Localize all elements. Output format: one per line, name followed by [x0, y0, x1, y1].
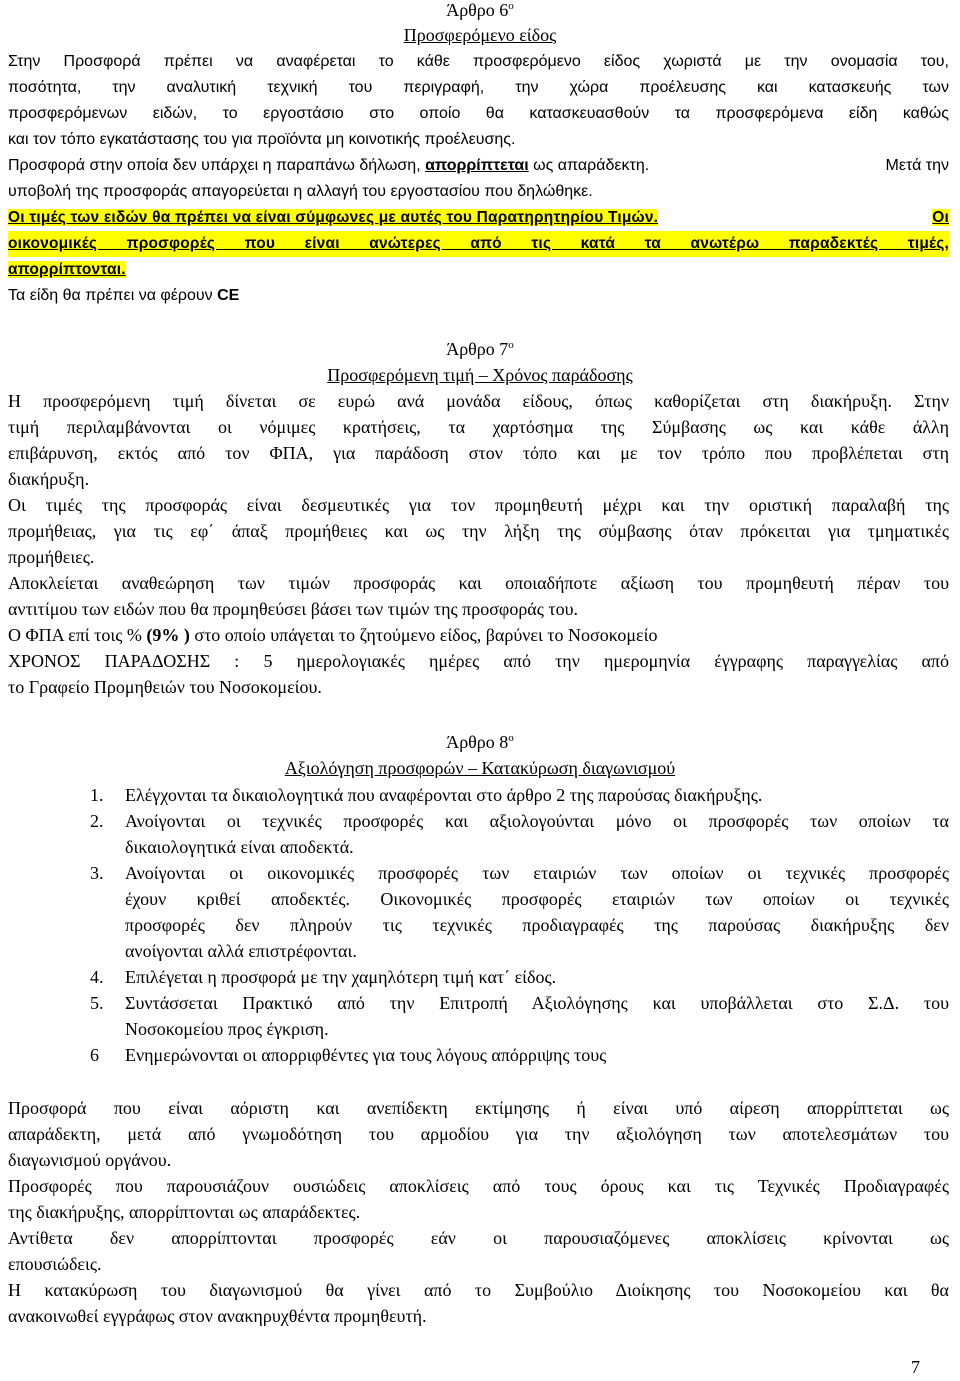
paragraph-line: προμήθειες.	[8, 547, 95, 567]
page-number: 7	[911, 1357, 920, 1377]
article-8-title: Άρθρο $8^o$	[446, 732, 514, 752]
paragraph-line: Η κατακύρωση του διαγωνισμού θα γίνει από το Συμβούλιο Διοίκησης του Νοσοκομείου και θα	[8, 1280, 949, 1300]
article-6-title: Άρθρο $6^o$	[446, 0, 514, 20]
article-7-subtitle: Προσφερόμενη τιμή – Χρόνος παράδοσης	[327, 365, 633, 385]
paragraph-line: επουσιώδεις.	[8, 1254, 102, 1274]
paragraph-line: Προσφορά που είναι αόριστη και ανεπίδεκτη εκτίμησης ή είναι υπό αίρεση απορρίπτεται ως	[8, 1098, 949, 1118]
list-item: έχουν κριθεί αποδεκτές. Οικονομικές προσφορές εταιριών των οποίων οι τεχνικές	[125, 889, 949, 909]
list-item: δικαιολογητικά είναι αποδεκτά.	[125, 837, 354, 857]
rejection-statement: Προσφορά στην οποία δεν υπάρχει η παραπάνω δήλωση, απορρίπτεται ως απαράδεκτη.	[8, 157, 650, 174]
paragraph-line: διακήρυξη.	[8, 469, 90, 489]
paragraph-line: Προσφορές που παρουσιάζουν ουσιώδεις αποκλίσεις από τους όρους και τις Τεχνικές Προδιαγραφές	[8, 1176, 949, 1196]
paragraph-line-tail: Μετά την	[885, 157, 949, 174]
list-item: Συντάσσεται Πρακτικό από την Επιτροπή Αξιολόγησης και υποβάλλεται στο Σ.Δ. του	[125, 993, 949, 1013]
highlighted-price-notice-tail: Οι	[932, 209, 949, 226]
paragraph-line: Η προσφερόμενη τιμή δίνεται σε ευρώ ανά μονάδα είδους, όπως καθορίζεται στη διακήρυξη. Στην	[8, 391, 949, 411]
paragraph-line: προσφερόμενων ειδών, το εργοστάσιο στο οποίο θα κατασκευασθούν τα προσφερόμενα είδη καθώς	[8, 105, 949, 122]
paragraph-line: και τον τόπο εγκατάστασης του για προϊόντα μη κοινοτικής προέλευσης.	[8, 131, 516, 148]
paragraph-line: ποσότητα, την αναλυτική τεχνική του περιγραφή, την χώρα προέλευσης και κατασκευής των	[8, 79, 949, 96]
list-item: Νοσοκομείου προς έγκριση.	[125, 1019, 329, 1039]
paragraph-line: τιμή περιλαμβάνονται οι νόμιμες κρατήσεις, τα χαρτόσημα της Σύμβασης ως και κάθε άλλη	[8, 417, 949, 437]
list-item: Ανοίγονται οι οικονομικές προσφορές των εταιριών των οποίων οι τεχνικές προσφορές	[125, 863, 949, 883]
list-item: Επιλέγεται η προσφορά με την χαμηλότερη τιμή κατ΄ είδος.	[125, 967, 557, 987]
paragraph-line: Στην Προσφορά πρέπει να αναφέρεται το κάθε προσφερόμενο είδος χωριστά με την ονομασία του,	[8, 53, 949, 70]
list-item: Ενημερώνονται οι απορριφθέντες για τους λόγους απόρριψης τους	[125, 1045, 607, 1065]
ce-mark-requirement: Τα είδη θα πρέπει να φέρουν CE	[8, 287, 240, 304]
paragraph-line: της διακήρυξης, απορρίπτονται ως απαράδεκτες.	[8, 1202, 361, 1222]
paragraph-line: Αποκλείεται αναθεώρηση των τιμών προσφοράς και οποιαδήποτε αξίωση του προμηθευτή πέραν του	[8, 573, 949, 593]
paragraph-line: αντιτίμου των ειδών που θα προμηθεύσει βάσει των τιμών της προσφοράς του.	[8, 599, 579, 619]
paragraph-line: προμήθειας, για τις εφ΄ άπαξ προμήθειες και ως την λήξη της σύμβασης όταν πρόκειται για τμηματικές	[8, 521, 949, 541]
article-7-title: Άρθρο $7^o$	[446, 339, 514, 359]
highlighted-price-notice-line-3: απορρίπτονται.	[8, 261, 126, 278]
list-item-number: 6	[90, 1045, 99, 1065]
article-8-subtitle: Αξιολόγηση προσφορών – Κατακύρωση διαγωνισμού	[284, 758, 676, 778]
paragraph-line: διαγωνισμού οργάνου.	[8, 1150, 172, 1170]
highlighted-price-notice-line-2: οικονομικές προσφορές που είναι ανώτερες από τις κατά τα ανωτέρω παραδεκτές τιμές,	[8, 231, 949, 257]
article-6-subtitle: Προσφερόμενο είδος	[403, 25, 557, 45]
paragraph-line: απαράδεκτη, μετά από γνωμοδότηση του αρμοδίου για την αξιολόγηση των αποτελεσμάτων του	[8, 1124, 949, 1144]
list-item-number: 5.	[90, 993, 104, 1013]
list-item-number: 3.	[90, 863, 104, 883]
list-item: Ανοίγονται οι τεχνικές προσφορές και αξιολογούνται μόνο οι προσφορές των οποίων τα	[125, 811, 949, 831]
list-item: Ελέγχονται τα δικαιολογητικά που αναφέρονται στο άρθρο 2 της παρούσας διακήρυξης.	[125, 785, 763, 805]
paragraph-line: υποβολή της προσφοράς απαγορεύεται η αλλαγή του εργοστασίου που δηλώθηκε.	[8, 183, 593, 200]
list-item-number: 1.	[90, 785, 104, 805]
list-item: ανοίγονται αλλά επιστρέφονται.	[125, 941, 357, 961]
paragraph-line: επιβάρυνση, εκτός από τον ΦΠΑ, για παράδοση στον τόπο και με τον τρόπο που προβλέπεται στη	[8, 443, 949, 463]
paragraph-line: ανακοινωθεί εγγράφως στον ανακηρυχθέντα προμηθευτή.	[8, 1306, 427, 1326]
highlighted-price-notice-line-1: Οι τιμές των ειδών θα πρέπει να είναι σύμφωνες με αυτές του Παρατηρητηρίου Τιμών.	[8, 209, 659, 226]
paragraph-line: Οι τιμές της προσφοράς είναι δεσμευτικές για τον προμηθευτή μέχρι και την οριστική παραλαβή της	[8, 495, 949, 515]
paragraph-line: Αντίθετα δεν απορρίπτονται προσφορές εάν οι παρουσιαζόμενες αποκλίσεις κρίνονται ως	[8, 1228, 949, 1248]
list-item-number: 2.	[90, 811, 104, 831]
vat-statement: Ο ΦΠΑ επί τοις % (9% ) στο οποίο υπάγεται το ζητούμενο είδος, βαρύνει το Νοσοκομείο	[8, 625, 658, 645]
list-item-number: 4.	[90, 967, 104, 987]
list-item: προσφορές δεν πληρούν τις τεχνικές προδιαγραφές της παρούσας διακήρυξης δεν	[125, 915, 949, 935]
delivery-time: το Γραφείο Προμηθειών του Νοσοκομείου.	[8, 677, 322, 697]
delivery-time: ΧΡΟΝΟΣ ΠΑΡΑΔΟΣΗΣ : 5 ημερολογιακές ημέρες από την ημερομηνία έγγραφης παραγγελίας από	[8, 651, 949, 671]
